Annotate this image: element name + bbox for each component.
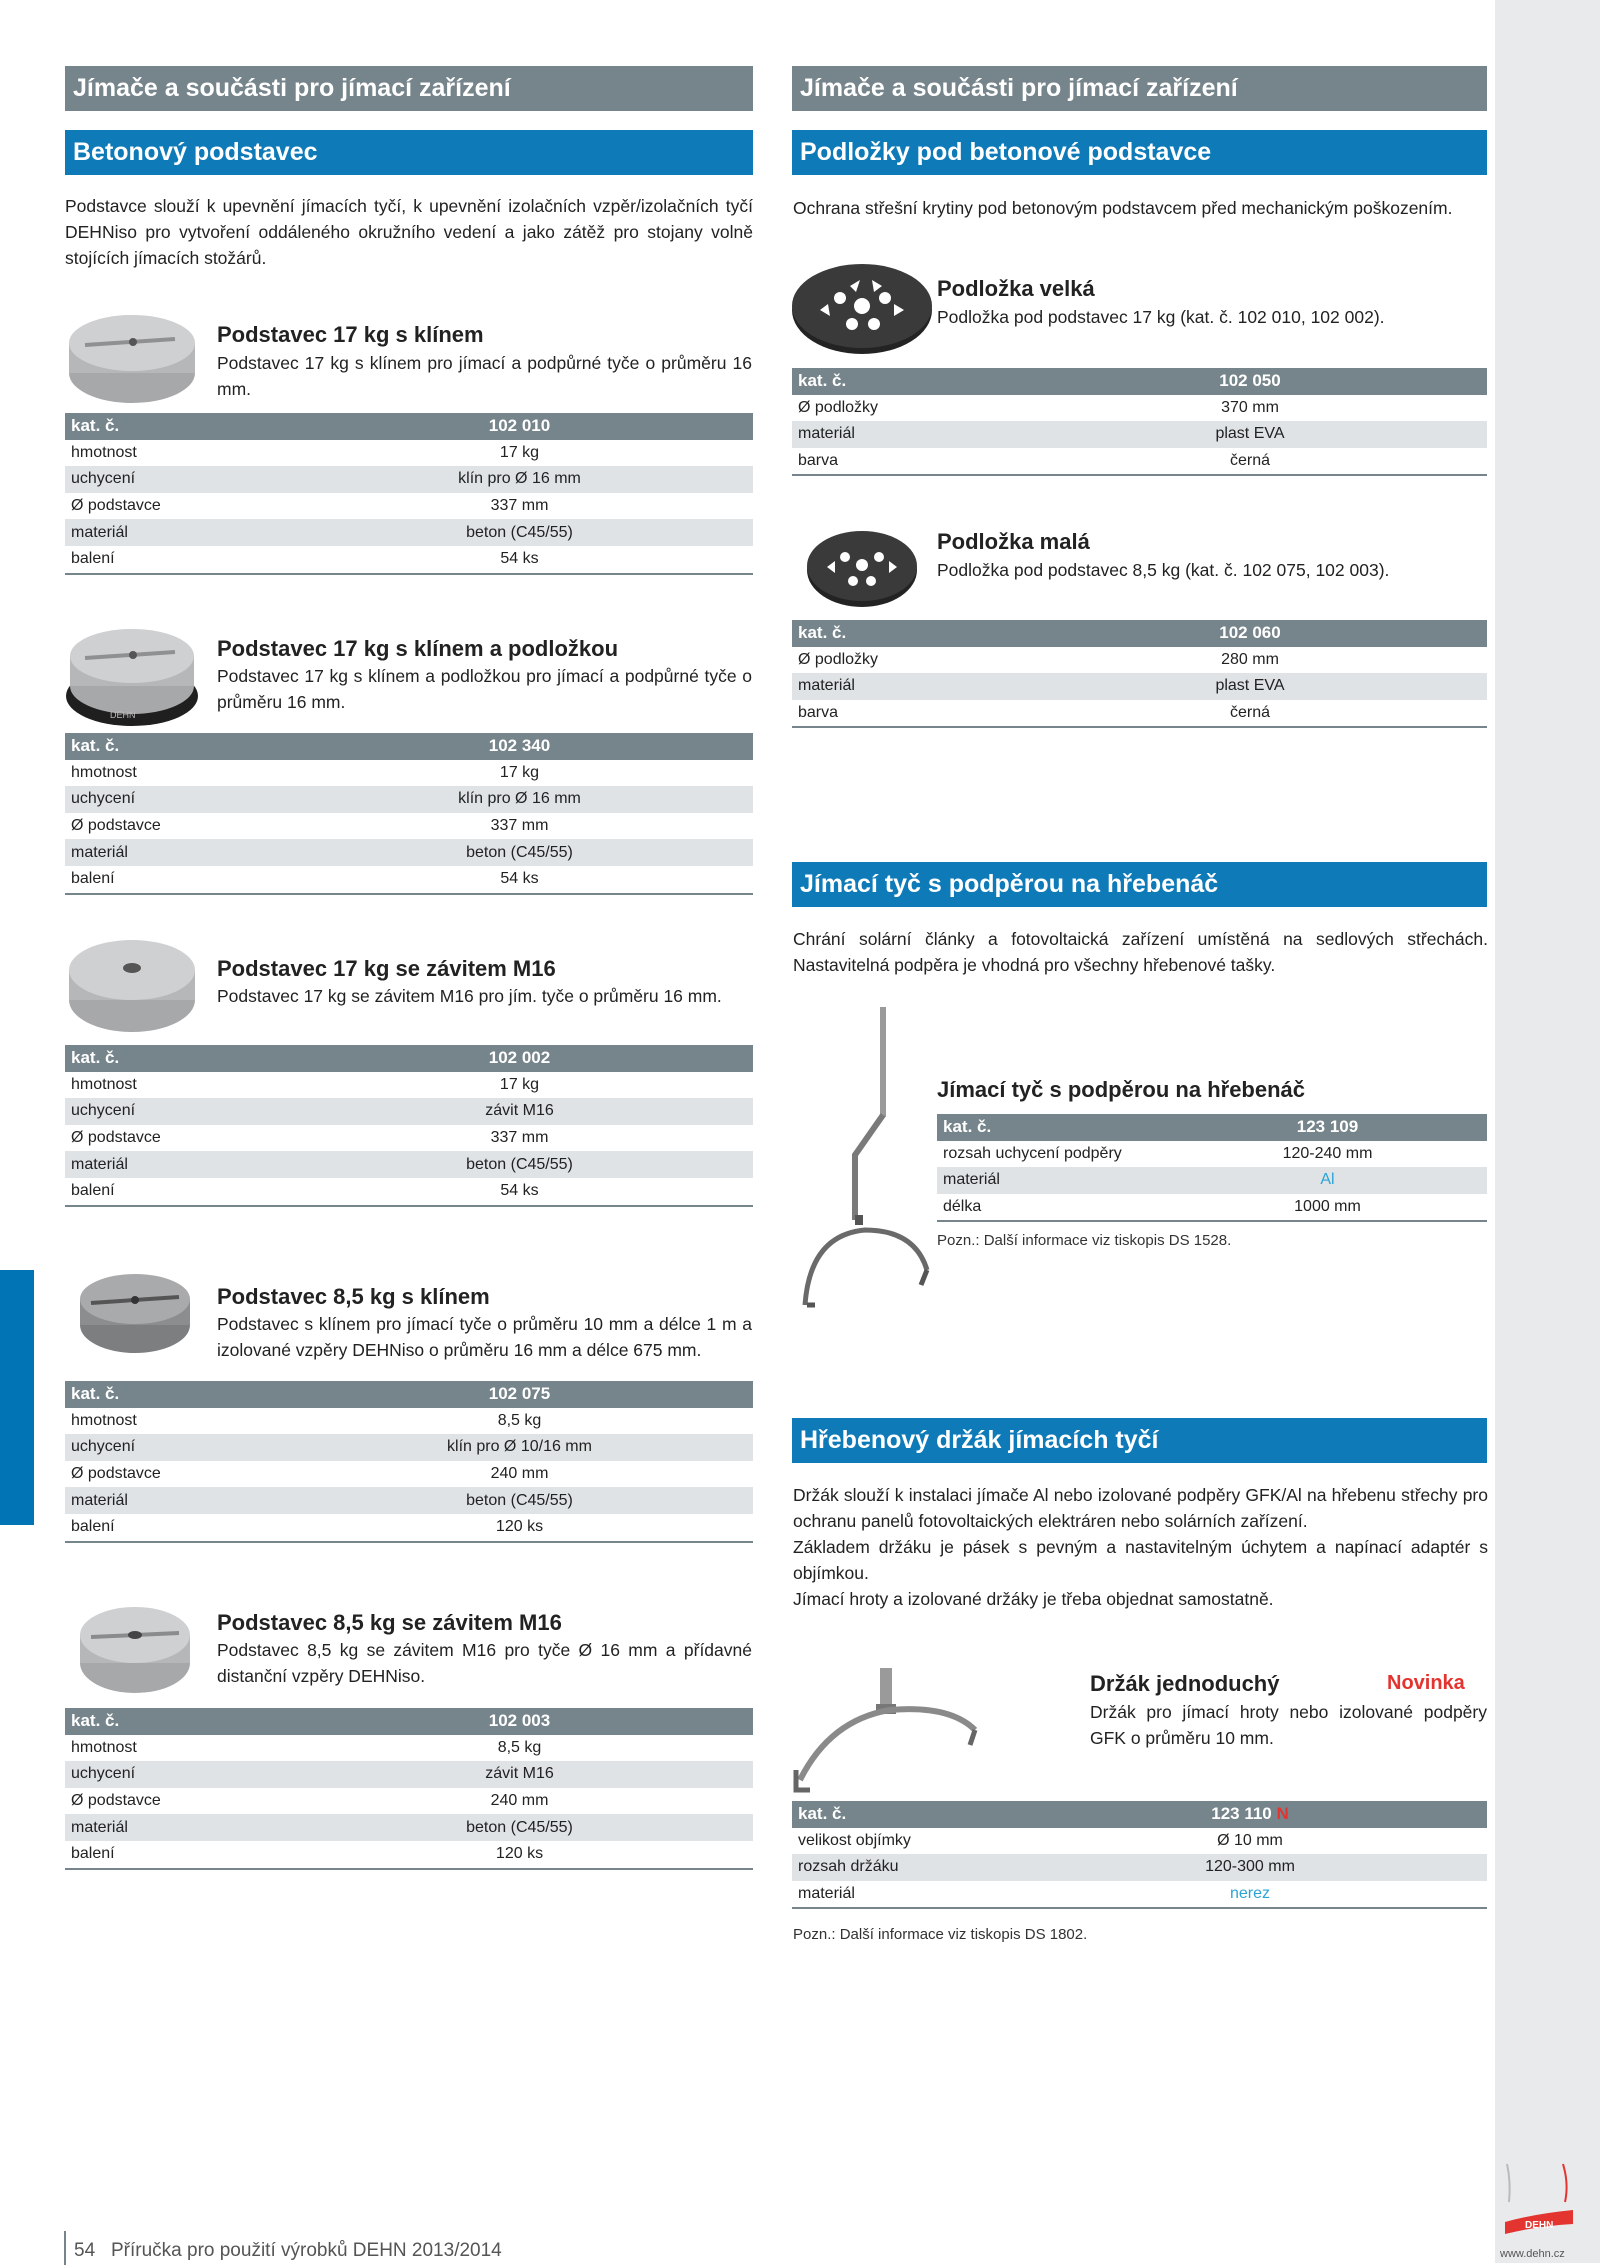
catalog-number: 123 110 (1211, 1804, 1272, 1824)
svg-text:DEHN: DEHN (110, 710, 136, 720)
product-spec-table (65, 1708, 753, 1870)
table-label: materiál (65, 1487, 286, 1514)
table-label: hmotnost (65, 1408, 286, 1435)
product-title: Podstavec 17 kg s klínem (217, 322, 484, 347)
right-margin-band (1495, 0, 1600, 2263)
concrete-base-17kg-wedge-pad-image (65, 620, 200, 728)
table-label: uchycení (65, 1761, 286, 1788)
table-label: velikost objímky (792, 1828, 1013, 1855)
air-rod-with-ridge-support-image (795, 1005, 935, 1310)
holder-intro-3: Jímací hroty a izolované držáky je třeba objednat samostatně. (793, 1589, 1274, 1609)
right-intro: Ochrana střešní krytiny pod betonovým podstavcem před mechanickým poškozením. (793, 198, 1453, 218)
table-label: Ø podstavce (65, 1125, 286, 1152)
table-label: materiál (792, 673, 1013, 700)
table-label: hmotnost (65, 1735, 286, 1762)
right-sub-header: Podložky pod betonové podstavce (792, 130, 1487, 175)
holder-intro-2: Základem držáku je pásek s pevným a nastavitelným úchytem a napínací adaptér s objímkou. (793, 1537, 1488, 1583)
table-value: beton (C45/55) (286, 1487, 753, 1514)
table-label: balení (65, 1841, 286, 1869)
table-value: 54 ks (286, 866, 753, 894)
catalog-number-cell (1013, 1801, 1487, 1828)
left-sub-header: Betonový podstavec (65, 130, 753, 175)
product-spec-table (65, 1381, 753, 1543)
product-description: Podstavec 8,5 kg se závitem M16 pro tyče Ø 16 mm a přídavné distanční vzpěry DEHNiso. (217, 1640, 752, 1686)
concrete-base-17kg-m16-image (65, 930, 200, 1040)
table-value: 8,5 kg (286, 1735, 753, 1762)
table-label: hmotnost (65, 1072, 286, 1099)
table-header-label: kat. č. (792, 620, 1013, 647)
table-label: Ø podložky (792, 647, 1013, 674)
product-description: Podstavec s klínem pro jímací tyče o průměru 10 mm a délce 1 m a izolované vzpěry DEHNiso o průměru 16 mm a délce 675 mm. (217, 1314, 752, 1360)
holder-intro-1: Držák slouží k instalaci jímače Al nebo izolované podpěry GFK/Al na hřebenu střechy pro ochranu panelů fotovoltaických elektráren nebo solárních zařízení. (793, 1485, 1488, 1531)
table-label: Ø podstavce (65, 1461, 286, 1488)
product-spec-table (65, 733, 753, 895)
product-description: Podložka pod podstavec 8,5 kg (kat. č. 102 075, 102 003). (937, 560, 1390, 580)
table-label: Ø podstavce (65, 493, 286, 520)
table-value: závit M16 (286, 1098, 753, 1125)
table-label: materiál (792, 421, 1013, 448)
product-title: Podstavec 17 kg se závitem M16 (217, 956, 556, 981)
table-value: 337 mm (286, 493, 753, 520)
table-label: hmotnost (65, 440, 286, 467)
product-spec-table (65, 413, 753, 575)
material-value: nerez (1013, 1881, 1487, 1909)
small-pad-image (805, 525, 920, 610)
footer-divider (64, 2231, 66, 2265)
table-value: 17 kg (286, 760, 753, 787)
table-label: materiál (65, 1151, 286, 1178)
table-value: beton (C45/55) (286, 1151, 753, 1178)
pad-spec-table (792, 368, 1487, 476)
product-spec-table (65, 1045, 753, 1207)
table-value: 120-240 mm (1168, 1141, 1487, 1168)
table-value: 370 mm (1013, 395, 1487, 422)
catalog-number: 102 060 (1013, 620, 1487, 647)
catalog-number: 102 050 (1013, 368, 1487, 395)
table-label: rozsah držáku (792, 1854, 1013, 1881)
table-label: balení (65, 866, 286, 894)
table-label: uchycení (65, 786, 286, 813)
catalog-number: 102 002 (286, 1045, 753, 1072)
catalog-number: 102 075 (286, 1381, 753, 1408)
catalog-number: 102 340 (286, 733, 753, 760)
new-badge: Novinka (1387, 1672, 1465, 1694)
concrete-base-17kg-wedge-image (65, 305, 200, 410)
product-title: Podstavec 17 kg s klínem a podložkou (217, 636, 619, 661)
footer (74, 2240, 502, 2262)
table-value: 280 mm (1013, 647, 1487, 674)
table-header-label: kat. č. (65, 1708, 286, 1735)
table-label: materiál (65, 519, 286, 546)
concrete-base-8kg-m16-image (75, 1595, 195, 1700)
table-label: barva (792, 448, 1013, 476)
table-value: plast EVA (1013, 421, 1487, 448)
left-intro: Podstavce slouží k upevnění jímacích tyčí, k upevnění izolačních vzpěr/izolačních tyčí DEHNiso pro vytvoření oddáleného okružního vedení a jako zátěž pro stojany volně stojících jímacích stožárů. (65, 196, 753, 268)
catalog-number: 123 109 (1168, 1114, 1487, 1141)
table-value: 120-300 mm (1013, 1854, 1487, 1881)
table-value: 240 mm (286, 1461, 753, 1488)
table-value: 17 kg (286, 440, 753, 467)
table-value: klín pro Ø 16 mm (286, 786, 753, 813)
left-section-header: Jímače a součásti pro jímací zařízení (65, 66, 753, 111)
holder-note: Pozn.: Další informace viz tiskopis DS 1802. (793, 1926, 1088, 1943)
rod-section-intro: Chrání solární články a fotovoltaická zařízení umístěná na sedlových střechách. Nastavitelná podpěra je vhodná pro všechny hřebenové tašky. (793, 929, 1488, 975)
table-label: materiál (65, 1814, 286, 1841)
table-value: 17 kg (286, 1072, 753, 1099)
table-value: závit M16 (286, 1761, 753, 1788)
catalog-number: 102 010 (286, 413, 753, 440)
table-value: černá (1013, 448, 1487, 476)
table-label: Ø podstavce (65, 813, 286, 840)
table-value: beton (C45/55) (286, 839, 753, 866)
table-header-label: kat. č. (65, 1045, 286, 1072)
table-header-label: kat. č. (65, 733, 286, 760)
table-value: 337 mm (286, 813, 753, 840)
material-value: Al (1168, 1167, 1487, 1194)
table-value: plast EVA (1013, 673, 1487, 700)
table-label: materiál (65, 839, 286, 866)
ridge-holder-image (790, 1660, 990, 1795)
table-header-label: kat. č. (792, 1801, 1013, 1828)
table-value: 240 mm (286, 1788, 753, 1815)
table-header-label: kat. č. (65, 413, 286, 440)
product-title: Držák jednoduchý (1090, 1671, 1280, 1696)
product-title: Podložka malá (937, 529, 1090, 554)
website-url: www.dehn.cz (1500, 2248, 1565, 2260)
table-value: 337 mm (286, 1125, 753, 1152)
table-value: Ø 10 mm (1013, 1828, 1487, 1855)
product-description: Držák pro jímací hroty nebo izolované podpěry GFK o průměru 10 mm. (1090, 1702, 1487, 1748)
table-value: 54 ks (286, 1178, 753, 1206)
table-label: Ø podložky (792, 395, 1013, 422)
rod-section-header: Jímací tyč s podpěrou na hřebenáč (792, 862, 1487, 907)
right-section-header: Jímače a součásti pro jímací zařízení (792, 66, 1487, 111)
table-label: barva (792, 700, 1013, 728)
table-label: rozsah uchycení podpěry (937, 1141, 1168, 1168)
table-label: uchycení (65, 466, 286, 493)
table-value: 54 ks (286, 546, 753, 574)
table-label: balení (65, 1178, 286, 1206)
table-header-label: kat. č. (792, 368, 1013, 395)
logo-text: DEHN (1525, 2220, 1554, 2231)
pad-spec-table (792, 620, 1487, 728)
large-pad-image (790, 258, 935, 358)
table-value: klín pro Ø 16 mm (286, 466, 753, 493)
holder-spec-table (792, 1801, 1487, 1909)
dehn-logo (1503, 2162, 1575, 2242)
product-title: Jímací tyč s podpěrou na hřebenáč (937, 1077, 1306, 1102)
holder-section-header: Hřebenový držák jímacích tyčí (792, 1418, 1487, 1463)
table-label: balení (65, 546, 286, 574)
table-label: Ø podstavce (65, 1788, 286, 1815)
table-value: beton (C45/55) (286, 1814, 753, 1841)
rod-note: Pozn.: Další informace viz tiskopis DS 1528. (937, 1232, 1232, 1249)
product-description: Podstavec 17 kg s klínem pro jímací a podpůrné tyče o průměru 16 mm. (217, 353, 752, 399)
rod-spec-table (937, 1114, 1487, 1222)
table-value: klín pro Ø 10/16 mm (286, 1434, 753, 1461)
page-number: 54 (74, 2240, 96, 2261)
product-description: Podstavec 17 kg se závitem M16 pro jím. tyče o průměru 16 mm. (217, 986, 722, 1006)
table-value: černá (1013, 700, 1487, 728)
table-value: 1000 mm (1168, 1194, 1487, 1222)
table-header-label: kat. č. (65, 1381, 286, 1408)
table-label: uchycení (65, 1098, 286, 1125)
table-label: hmotnost (65, 760, 286, 787)
concrete-base-8kg-wedge-image (75, 1265, 195, 1360)
new-mark: N (1276, 1804, 1289, 1824)
table-label: materiál (792, 1881, 1013, 1909)
table-header-label: kat. č. (937, 1114, 1168, 1141)
table-label: délka (937, 1194, 1168, 1222)
table-value: beton (C45/55) (286, 519, 753, 546)
table-label: balení (65, 1514, 286, 1542)
catalog-number: 102 003 (286, 1708, 753, 1735)
footer-title: Příručka pro použití výrobků DEHN 2013/2014 (110, 2240, 502, 2261)
product-description: Podložka pod podstavec 17 kg (kat. č. 102 010, 102 002). (937, 307, 1385, 327)
product-title: Podstavec 8,5 kg s klínem (217, 1284, 490, 1309)
product-title: Podstavec 8,5 kg se závitem M16 (217, 1610, 562, 1635)
chapter-tab (0, 1270, 34, 1525)
product-title: Podložka velká (937, 276, 1095, 301)
table-value: 120 ks (286, 1514, 753, 1542)
table-value: 8,5 kg (286, 1408, 753, 1435)
product-description: Podstavec 17 kg s klínem a podložkou pro jímací a podpůrné tyče o průměru 16 mm. (217, 666, 752, 712)
table-label: uchycení (65, 1434, 286, 1461)
table-label: materiál (937, 1167, 1168, 1194)
table-value: 120 ks (286, 1841, 753, 1869)
